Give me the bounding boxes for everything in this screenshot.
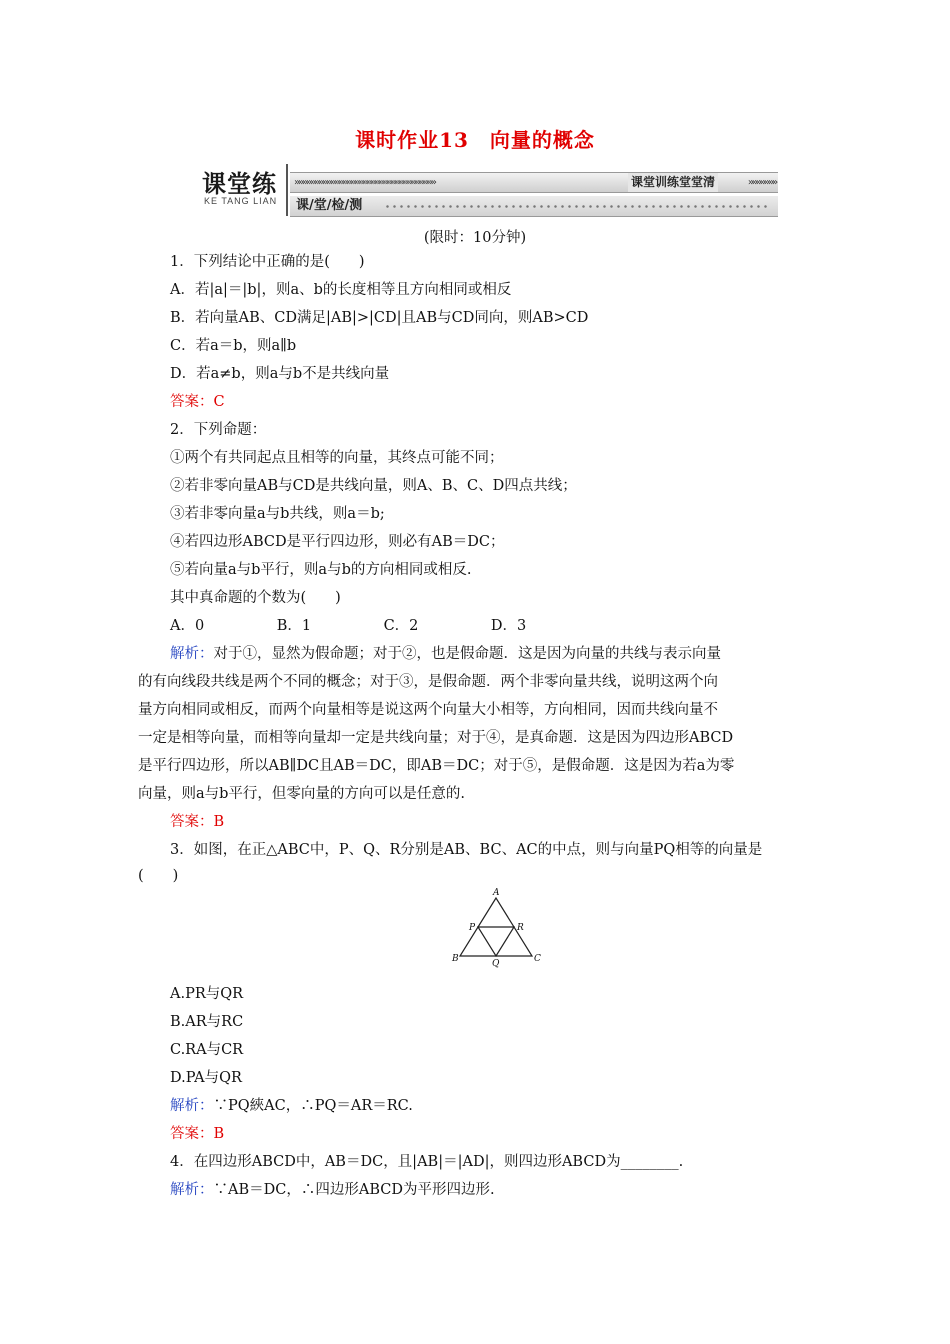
banner-pinyin: KE TANG LIAN xyxy=(204,196,278,206)
line-text: C.RA与CR xyxy=(170,1042,244,1058)
text-line xyxy=(138,756,734,776)
analysis-text: ∵AB＝DC，∴四边形ABCD为平形四边形. xyxy=(213,1182,495,1198)
line-text: 的有向线段共线是两个不同的概念；对于③，是假命题．两个非零向量共线，说明这两个向 xyxy=(138,674,718,690)
line-text: ②若非零向量AB与CD是共线向量，则A、B、C、D四点共线； xyxy=(170,478,577,494)
line-text: C．若a＝b，则a∥b xyxy=(170,338,297,354)
analysis-label: 解析： xyxy=(170,1098,214,1114)
text-line xyxy=(170,504,385,524)
label-p: P xyxy=(469,923,476,933)
text-line xyxy=(170,588,341,608)
line-text: D．若a≠b，则a与b不是共线向量 xyxy=(170,366,390,382)
line-text: 4．在四边形ABCD中，AB＝DC，且|AB|＝|AD|，则四边形ABCD为________. xyxy=(170,1154,684,1170)
line-text: B．若向量AB、CD满足|AB|>|CD|且AB与CD同向，则AB>CD xyxy=(170,310,589,326)
text-line xyxy=(170,448,504,468)
banner-top-bar xyxy=(290,172,778,193)
line-text: ①两个有共同起点且相等的向量，其终点可能不同； xyxy=(170,450,504,466)
line-text: A．若|a|＝|b|，则a、b的长度相等且方向相同或相反 xyxy=(170,282,512,298)
line-text: B.AR与RC xyxy=(170,1014,244,1030)
text-line xyxy=(170,252,365,272)
text-line xyxy=(170,1152,683,1172)
text-line xyxy=(170,476,577,496)
answer-label: 答案：C xyxy=(170,394,225,410)
text-line xyxy=(170,812,224,832)
line-text: 量方向相同或相反，而两个向量相等是说这两个向量大小相等，方向相同，因而共线向量不 xyxy=(138,702,718,718)
banner-subtitle: 课/堂/检/测 xyxy=(296,198,363,213)
banner-logo xyxy=(198,162,284,218)
line-text: 一定是相等向量，而相等向量却一定是共线向量；对于④，是真命题．这是因为四边形ABCD xyxy=(138,730,734,746)
text-line xyxy=(170,420,266,440)
answer-label: 答案：B xyxy=(170,814,225,830)
banner-slogan: 课堂训练堂堂清 xyxy=(628,173,718,192)
line-text: A.PR与QR xyxy=(170,986,244,1002)
line-text: 2．下列命题： xyxy=(170,422,267,438)
triangle-figure xyxy=(446,886,546,968)
line-text: A．0 B．1 C．2 D．3 xyxy=(170,618,527,634)
label-c: C xyxy=(534,954,541,964)
text-line xyxy=(170,984,243,1004)
text-line xyxy=(170,1068,242,1088)
label-q: Q xyxy=(492,959,500,968)
text-line xyxy=(138,728,733,748)
line-text: ( ) xyxy=(138,868,179,884)
text-line xyxy=(170,308,588,328)
text-line xyxy=(170,392,225,412)
text-line xyxy=(170,1096,413,1116)
text-line xyxy=(170,616,526,636)
text-line xyxy=(170,840,762,860)
line-text: ③若非零向量a与b共线，则a＝b; xyxy=(170,506,385,522)
text-line xyxy=(170,1124,224,1144)
page-title: 课时作业13 向量的概念 xyxy=(355,128,595,152)
analysis-label: 解析： xyxy=(170,646,214,662)
banner-title: 课堂练 xyxy=(202,170,277,198)
time-limit: (限时：10分钟) xyxy=(423,230,527,246)
text-line xyxy=(138,700,718,720)
text-line xyxy=(138,784,465,804)
banner-divider xyxy=(286,164,288,216)
text-line xyxy=(170,644,721,664)
section-banner xyxy=(198,162,778,220)
analysis-text: ∵PQ綊AC，∴PQ＝AR＝RC. xyxy=(213,1098,413,1114)
analysis-label: 解析： xyxy=(170,1182,214,1198)
banner-bottom-bar xyxy=(290,196,778,217)
label-a: A xyxy=(493,888,500,898)
text-line xyxy=(170,364,389,384)
text-line xyxy=(138,672,718,692)
text-line xyxy=(170,560,471,580)
text-line xyxy=(170,336,296,356)
label-r: R xyxy=(517,923,524,933)
line-text: 1．下列结论中正确的是( ) xyxy=(170,254,365,270)
text-line xyxy=(170,1040,243,1060)
banner-arrows: »»»»»»»»»»»»»»»»»»»»»»»»»»»»»»»»»»» xyxy=(294,177,435,188)
text-line xyxy=(170,532,504,552)
line-text: 向量，则a与b平行，但零向量的方向可以是任意的. xyxy=(138,786,466,802)
analysis-text: 对于①，显然为假命题；对于②，也是假命题．这是因为向量的共线与表示向量 xyxy=(213,646,721,662)
text-line xyxy=(170,280,511,300)
banner-dots xyxy=(384,205,770,208)
text-line xyxy=(170,1180,495,1200)
triangle-pqr xyxy=(478,927,514,956)
line-text: 3．如图，在正△ABC中，P、Q、R分别是AB、BC、AC的中点，则与向量PQ相等的向量是 xyxy=(170,842,763,858)
text-line xyxy=(170,1012,243,1032)
banner-arrows-right: »»»»»»» xyxy=(747,177,776,188)
line-text: 其中真命题的个数为( ) xyxy=(170,590,341,606)
line-text: ④若四边形ABCD是平行四边形，则必有AB＝DC； xyxy=(170,534,505,550)
text-line xyxy=(138,866,178,886)
label-b: B xyxy=(452,954,459,964)
line-text: ⑤若向量a与b平行，则a与b的方向相同或相反. xyxy=(170,562,472,578)
line-text: 是平行四边形，所以AB∥DC且AB＝DC，即AB＝DC；对于⑤，是假命题．这是因为若a为零 xyxy=(138,758,735,774)
answer-label: 答案：B xyxy=(170,1126,225,1142)
line-text: D.PA与QR xyxy=(170,1070,242,1086)
